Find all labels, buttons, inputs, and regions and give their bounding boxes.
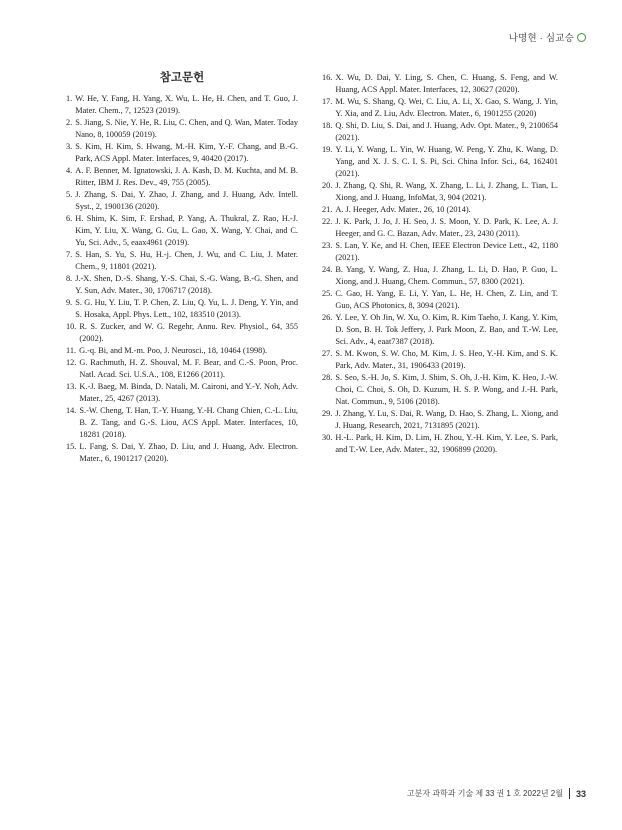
reference-number: 19. — [322, 145, 333, 154]
reference-item — [66, 165, 298, 189]
reference-number: 14. — [66, 406, 77, 415]
reference-item — [66, 405, 298, 441]
reference-item — [66, 93, 298, 117]
reference-text: G.-q. Bi, and M.-m. Poo, J. Neurosci., 18, 10464 (1998). — [79, 346, 268, 355]
reference-item — [322, 216, 558, 240]
reference-number: 9. — [66, 298, 73, 307]
reference-text: Y. Lee, Y. Oh Jin, W. Xu, O. Kim, R. Kim Taeho, J. Kang, Y. Kim, D. Son, B. H. Tok Jeffery, J. Park Moon, Z. Bao, and T.-W. Lee, Sci. Adv., 4, eaat7387 (2018). — [335, 313, 558, 346]
footer-divider — [569, 788, 570, 799]
reference-text: H. Shim, K. Sim, F. Ershad, P. Yang, A. Thukral, Z. Rao, H.-J. Kim, Y. Liu, X. Wang, G. Gu, L. Gao, X. Wang, Y. Chai, and C. Yu, Sci. Adv., 5, eaax4961 (2019). — [75, 214, 298, 247]
reference-number: 1. — [66, 94, 73, 103]
reference-number: 24. — [322, 265, 333, 274]
reference-number: 17. — [322, 97, 333, 106]
reference-number: 10. — [66, 322, 77, 331]
reference-item — [322, 144, 558, 180]
reference-text: A. F. Benner, M. Ignatowski, J. A. Kash, D. M. Kuchta, and M. B. Ritter, IBM J. Res. Dev., 49, 755 (2005). — [75, 166, 298, 187]
journal-info: 고분자 과학과 기술 제 33 권 1 호 2022년 2월 — [406, 789, 563, 798]
reference-item — [66, 381, 298, 405]
reference-text: Y. Li, Y. Wang, L. Yin, W. Huang, W. Peng, Y. Zhu, K. Wang, D. Yang, and X. J. S. C. I. S. Pi, Sci. China Infor. Sci., 64, 162401 (2021). — [335, 145, 558, 178]
reference-item — [322, 120, 558, 144]
reference-number: 21. — [322, 205, 333, 214]
reference-number: 12. — [66, 358, 77, 367]
reference-text: R. S. Zucker, and W. G. Regehr, Annu. Rev. Physiol., 64, 355 (2002). — [79, 322, 298, 343]
reference-text: S.-W. Cheng, T. Han, T.-Y. Huang, Y.-H. Chang Chien, C.-L. Liu, B. Z. Tang, and G.-S. Liou, ACS Appl. Mater. Interfaces, 10, 18281 (2018). — [79, 406, 298, 439]
reference-text: S. Seo, S.-H. Jo, S. Kim, J. Shim, S. Oh, J.-H. Kim, K. Heo, J.-W. Choi, C. Choi, S. Oh, D. Kuzum, H. S. P. Wong, and J.-H. Park, Nat. Commun., 9, 5106 (2018). — [335, 373, 558, 406]
reference-number: 7. — [66, 250, 73, 259]
reference-number: 15. — [66, 442, 77, 451]
reference-item — [66, 441, 298, 465]
reference-item — [66, 141, 298, 165]
reference-item — [322, 372, 558, 408]
reference-number: 29. — [322, 409, 333, 418]
reference-text: X. Wu, D. Dai, Y. Ling, S. Chen, C. Huang, S. Feng, and W. Huang, ACS Appl. Mater. Interfaces, 12, 30627 (2020). — [335, 73, 558, 94]
reference-number: 26. — [322, 313, 333, 322]
author-names: 나명현 · 심교승 — [508, 33, 574, 44]
reference-item — [322, 408, 558, 432]
reference-item — [66, 213, 298, 249]
reference-item — [66, 345, 298, 357]
reference-text: L. Fang, S. Dai, Y. Zhao, D. Liu, and J. Huang, Adv. Electron. Mater., 6, 1901217 (2020). — [79, 442, 298, 463]
reference-number: 25. — [322, 289, 333, 298]
reference-text: K.-J. Baeg, M. Binda, D. Natali, M. Caironi, and Y.-Y. Noh, Adv. Mater., 25, 4267 (2013). — [79, 382, 298, 403]
reference-text: S. Kim, H. Kim, S. Hwang, M.-H. Kim, Y.-F. Chang, and B.-G. Park, ACS Appl. Mater. Interfaces, 9, 40420 (2017). — [75, 142, 298, 163]
reference-item — [322, 288, 558, 312]
reference-text: W. He, Y. Fang, H. Yang, X. Wu, L. He, H. Chen, and T. Guo, J. Mater. Chem., 7, 12523 (2019). — [75, 94, 298, 115]
reference-text: M. Wu, S. Shang, Q. Wei, C. Liu, A. Li, X. Gao, S. Wang, J. Yin, Y. Xia, and Z. Liu, Adv. Electron. Mater., 6, 1901255 (2020) — [335, 97, 558, 118]
reference-text: J. Zhang, S. Dai, Y. Zhao, J. Zhang, and J. Huang, Adv. Intell. Syst., 2, 1900136 (2020). — [75, 190, 298, 211]
reference-item — [322, 180, 558, 204]
reference-number: 5. — [66, 190, 73, 199]
reference-number: 3. — [66, 142, 73, 151]
reference-item — [322, 72, 558, 96]
header-authors — [509, 30, 586, 44]
reference-item — [66, 297, 298, 321]
reference-item — [322, 264, 558, 288]
reference-number: 18. — [322, 121, 333, 130]
reference-number: 27. — [322, 349, 333, 358]
reference-item — [66, 189, 298, 213]
section-title: 참고문헌 — [159, 72, 205, 84]
reference-text: S. Han, S. Yu, S. Hu, H.-j. Chen, J. Wu, and C. Liu, J. Mater. Chem., 9, 11801 (2021). — [75, 250, 298, 271]
reference-number: 8. — [66, 274, 73, 283]
reference-number: 22. — [322, 217, 333, 226]
reference-list-left — [66, 93, 298, 465]
reference-item — [66, 321, 298, 345]
reference-item — [322, 312, 558, 348]
reference-text: J. Zhang, Y. Lu, S. Dai, R. Wang, D. Hao, S. Zhang, L. Xiong, and J. Huang, Research, 2021, 7131895 (2021). — [335, 409, 558, 430]
reference-text: G. Rachmuth, H. Z. Shouval, M. F. Bear, and C.-S. Poon, Proc. Natl. Acad. Sci. U.S.A., 108, E1266 (2011). — [79, 358, 298, 379]
reference-number: 28. — [322, 373, 333, 382]
reference-text: Q. Shi, D. Liu, S. Dai, and J. Huang, Adv. Opt. Mater., 9, 2100654 (2021). — [335, 121, 558, 142]
reference-number: 6. — [66, 214, 73, 223]
references-column-right — [322, 72, 558, 456]
reference-text: S. Jiang, S. Nie, Y. He, R. Liu, C. Chen, and Q. Wan, Mater. Today Nano, 8, 100059 (2019). — [75, 118, 298, 139]
references-column-left — [66, 72, 298, 465]
reference-text: S. Lan, Y. Ke, and H. Chen, IEEE Electron Device Lett., 42, 1180 (2021). — [335, 241, 558, 262]
reference-text: H.-L. Park, H. Kim, D. Lim, H. Zhou, Y.-H. Kim, Y. Lee, S. Park, and T.-W. Lee, Adv. Mater., 32, 1906899 (2020). — [335, 433, 558, 454]
reference-item — [322, 240, 558, 264]
page-number: 33 — [575, 788, 586, 799]
reference-text: S. G. Hu, Y. Liu, T. P. Chen, Z. Liu, Q. Yu, L. J. Deng, Y. Yin, and S. Hosaka, Appl. Phys. Lett., 102, 183510 (2013). — [75, 298, 298, 319]
reference-list-right — [322, 72, 558, 456]
reference-item — [66, 117, 298, 141]
reference-number: 2. — [66, 118, 73, 127]
reference-text: J. K. Park, J. Jo, J. H. Seo, J. S. Moon, Y. D. Park, K. Lee, A. J. Heeger, and G. C. Bazan, Adv. Mater., 23, 2430 (2011). — [335, 217, 558, 238]
reference-item — [322, 96, 558, 120]
reference-number: 23. — [322, 241, 333, 250]
reference-item — [322, 432, 558, 456]
reference-text: B. Yang, Y. Wang, Z. Hua, J. Zhang, L. Li, D. Hao, P. Guo, L. Xiong, and J. Huang, Chem. Commun., 57, 8300 (2021). — [335, 265, 558, 286]
reference-text: J. Zhang, Q. Shi, R. Wang, X. Zhang, L. Li, J. Zhang, L. Tian, L. Xiong, and J. Huang, InfoMat, 3, 904 (2021). — [335, 181, 558, 202]
reference-number: 30. — [322, 433, 333, 442]
reference-text: J.-X. Shen, D.-S. Shang, Y.-S. Chai, S.-G. Wang, B.-G. Shen, and Y. Sun, Adv. Mater., 30, 1706717 (2018). — [75, 274, 298, 295]
reference-item — [66, 249, 298, 273]
reference-number: 20. — [322, 181, 333, 190]
reference-number: 13. — [66, 382, 77, 391]
reference-item — [66, 357, 298, 381]
reference-text: C. Gao, H. Yang, E. Li, Y. Yan, L. He, H. Chen, Z. Lin, and T. Guo, ACS Photonics, 8, 3094 (2021). — [335, 289, 558, 310]
reference-number: 4. — [66, 166, 73, 175]
reference-item — [66, 273, 298, 297]
reference-number: 16. — [322, 73, 333, 82]
reference-number: 11. — [66, 346, 77, 355]
reference-text: A. J. Heeger, Adv. Mater., 26, 10 (2014). — [335, 205, 471, 214]
page-footer — [407, 788, 586, 799]
reference-text: S. M. Kwon, S. W. Cho, M. Kim, J. S. Heo, Y.-H. Kim, and S. K. Park, Adv. Mater., 31, 1906433 (2019). — [335, 349, 558, 370]
circle-icon — [577, 33, 586, 42]
reference-item — [322, 204, 558, 216]
reference-item — [322, 348, 558, 372]
